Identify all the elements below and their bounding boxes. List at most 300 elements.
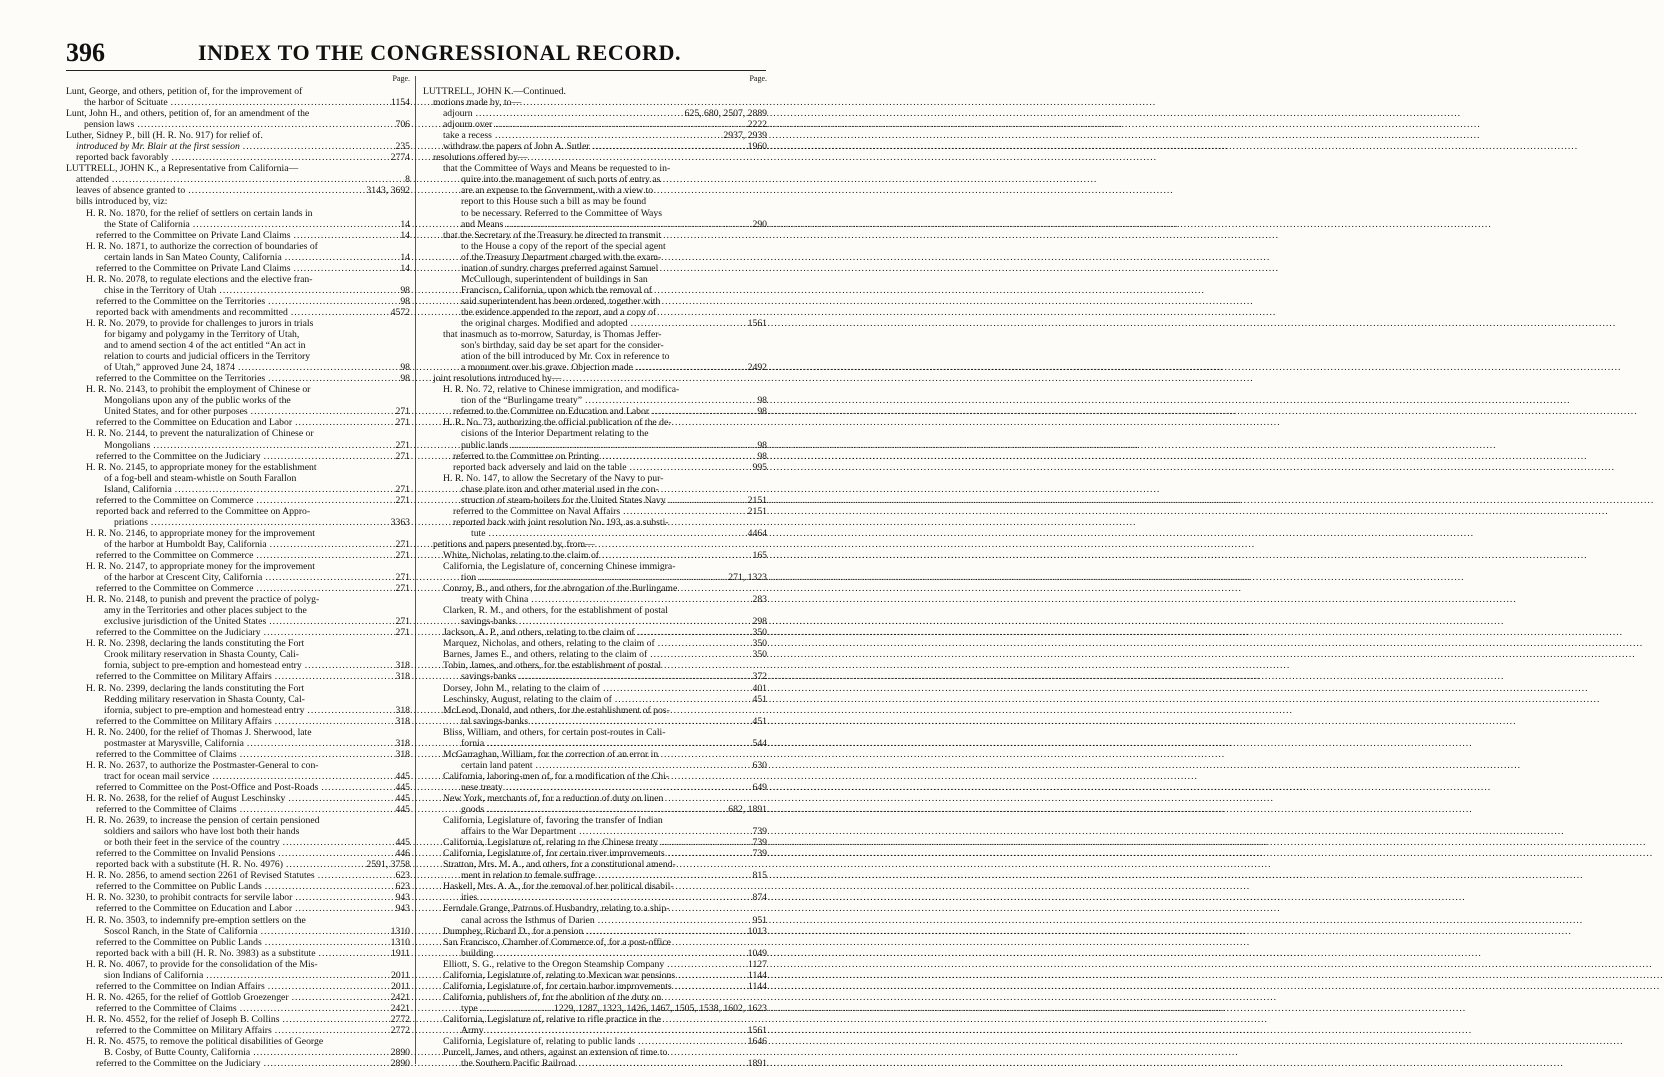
entry-text: to the House a copy of the report of the special agent	[461, 240, 666, 252]
entry-text: reported back and referred to the Committee on Appro-	[96, 505, 311, 517]
entry-text: bills introduced by, viz:	[76, 196, 168, 208]
entry-text: H. R. No. 4067, to provide for the consolidation of the Mis-	[86, 958, 318, 970]
page-reference: 445	[395, 837, 410, 849]
page-reference: 739	[752, 837, 767, 849]
index-entry	[66, 760, 410, 782]
entry-text: referred to the Committee on Printing .....	[423, 451, 749, 462]
page-reference: 2421	[390, 991, 410, 1003]
page-reference: 271	[395, 538, 410, 550]
entry-text: LUTTRELL, JOHN K., a Representative from California—	[66, 163, 299, 175]
page-reference: 318	[395, 748, 410, 760]
index-entry	[423, 959, 767, 970]
entry-text: referred to the Committee on Education and Labor .....	[66, 903, 392, 914]
entry-text: H. R. No. 73, authorizing the official publication of the de-	[443, 417, 672, 429]
page-reference: 350	[752, 627, 767, 639]
page-reference: 1127	[747, 958, 767, 970]
entry-text: chise in the Territory of Utah .....	[66, 285, 392, 296]
index-entry	[66, 296, 410, 307]
index-entry	[423, 451, 767, 462]
entry-text: tion .....	[423, 572, 725, 583]
entry-text: tute .....	[423, 528, 745, 539]
index-entry	[423, 506, 767, 517]
entry-text: tract for ocean mail service .....	[66, 771, 392, 782]
page-reference: 271	[395, 549, 410, 561]
entry-text: H. R. No. 1870, for the relief of settlers on certain lands in	[86, 207, 313, 219]
page-reference: 1561	[747, 1024, 767, 1036]
entry-text: H. R. No. 147, to allow the Secretary of the Navy to pur-	[443, 472, 664, 484]
page-reference: 2772	[390, 1024, 410, 1036]
page-reference: 1646	[747, 1036, 767, 1048]
page-reference: 4464	[747, 527, 767, 539]
page-reference: 739	[752, 848, 767, 860]
page-reference: 1561	[747, 317, 767, 329]
entry-text: California, Legislature of, for certain river improvements .....	[423, 848, 749, 859]
entry-text: of the harbor at Humboldt Bay, California .....	[66, 539, 392, 550]
entry-text: withdraw the papers of John A. Sutler .....	[423, 141, 745, 152]
entry-text: Tobin, James, and others, for the establishment of postal	[443, 660, 662, 672]
page-reference: 1310	[390, 936, 410, 948]
index-entry	[66, 1025, 410, 1036]
entry-text: Marquez, Nicholas, and others, relating to the claim of .....	[423, 638, 749, 649]
index-entry	[423, 130, 767, 141]
entry-text: leaves of absence granted to .....	[66, 185, 363, 196]
entry-text: H. R. No. 2145, to appropriate money for the establishment	[86, 461, 317, 473]
entry-text: reported back favorably .....	[66, 152, 388, 163]
entry-text: referred to the Committee on Military Affairs .....	[66, 671, 392, 682]
page-reference: 318	[395, 704, 410, 716]
entry-text: H. R. No. 2400, for the relief of Thomas J. Sherwood, late	[86, 726, 312, 738]
right-entries	[423, 86, 767, 1069]
page-reference: 98	[757, 395, 767, 407]
entry-text: that the Committee of Ways and Means be requested to in-	[443, 163, 671, 175]
entry-text: H. R. No. 2146, to appropriate money for the improvement	[86, 527, 315, 539]
index-entry	[423, 848, 767, 859]
index-entry	[66, 263, 410, 274]
entry-text: LUTTRELL, JOHN K.—Continued.	[423, 86, 566, 97]
page-reference: 4572	[390, 306, 410, 318]
entry-text: Luther, Sidney P., bill (H. R. No. 917) for relief of.	[66, 130, 263, 142]
index-entry	[423, 119, 767, 130]
entry-text: quire into the management of such ports of entry as	[461, 174, 661, 186]
entry-text: San Francisco, Chamber of Commerce of, for a post-office	[443, 936, 671, 948]
index-entry	[66, 428, 410, 450]
entry-text: referred to the Committee on Naval Affairs .....	[423, 506, 745, 517]
index-entry	[66, 274, 410, 296]
entry-text: report to this House such a bill as may be found	[461, 196, 647, 208]
page-reference: 14	[400, 218, 410, 230]
index-entry	[66, 318, 410, 373]
left-entries	[66, 86, 410, 1069]
entry-text: H. R. No. 2144, to prevent the naturalization of Chinese or	[86, 428, 314, 440]
index-entry	[66, 948, 410, 959]
index-entry	[423, 793, 767, 815]
page-reference: 350	[752, 638, 767, 650]
index-entry	[66, 384, 410, 417]
index-entry	[66, 671, 410, 682]
entry-text: exclusive jurisdiction of the United States .....	[66, 616, 392, 627]
entry-text: affairs to the War Department .....	[423, 826, 749, 837]
entry-text: Crook military reservation in Shasta County, Cali-	[104, 649, 299, 661]
index-entry	[423, 705, 767, 727]
entry-text: referred to the Committee on Commerce .....	[66, 495, 392, 506]
page-reference: 98	[400, 295, 410, 307]
index-entry	[66, 804, 410, 815]
entry-text: referred to the Committee on the Territories .....	[66, 373, 392, 384]
entry-text: Dumphey, Richard D., for a pension .....	[423, 926, 745, 937]
index-entry	[423, 550, 767, 561]
index-entry	[423, 108, 767, 119]
index-entry	[423, 683, 767, 694]
index-entry	[66, 903, 410, 914]
entry-text: canal across the Isthmus of Darien .....	[423, 915, 749, 926]
entry-text: referred to the Committee on the Judiciary .....	[66, 451, 392, 462]
index-entry	[66, 208, 410, 230]
entry-text: California, the Legislature of, concerning Chinese immigra-	[443, 561, 676, 573]
page-reference: 623	[395, 881, 410, 893]
page-reference: 445	[395, 770, 410, 782]
entry-text: savings-banks .....	[423, 616, 749, 627]
page-reference: 995	[752, 461, 767, 473]
index-entry	[423, 638, 767, 649]
entry-text: referred to the Committee on Private Land Claims .....	[66, 263, 392, 274]
entry-text: referred to the Committee on Indian Affairs .....	[66, 981, 388, 992]
entry-text: referred to the Committee of Claims .....	[66, 804, 392, 815]
page-reference: 271	[395, 494, 410, 506]
page-reference: 165	[752, 549, 767, 561]
index-entry	[423, 694, 767, 705]
page-reference: 2222	[747, 119, 767, 131]
index-entry	[423, 141, 767, 152]
page-reference: 623	[395, 870, 410, 882]
index-entry	[423, 970, 767, 981]
page-reference: 1911	[390, 947, 410, 959]
page-reference: 14	[400, 251, 410, 263]
page-reference: 271	[395, 439, 410, 451]
page-title: INDEX TO THE CONGRESSIONAL RECORD.	[198, 40, 682, 65]
index-entry	[423, 1047, 767, 1069]
index-entry	[66, 749, 410, 760]
entry-text: Purcell, James, and others, against an extension of time to	[443, 1047, 668, 1059]
page-reference: 318	[395, 671, 410, 683]
entry-text: H. R. No. 2399, declaring the lands constituting the Fort	[86, 682, 305, 694]
page-number: 396	[66, 38, 105, 67]
index-entry	[66, 1003, 410, 1014]
entry-text: or both their feet in the service of the country .....	[66, 837, 392, 848]
entry-text: H. R. No. 4265, for the relief of Gottlob Groezenger .....	[66, 992, 388, 1003]
index-entry	[423, 937, 767, 959]
entry-text: California, laboring-men of, for a modification of the Chi-	[443, 770, 669, 782]
entry-text: Stratton, Mrs. M. A., and others, for a constitutional amend-	[443, 859, 676, 871]
index-entry	[66, 130, 410, 141]
page-reference: 271	[395, 450, 410, 462]
entry-text: of Utah,” approved June 24, 1874 .....	[66, 362, 392, 373]
page-reference: 271, 1323	[728, 572, 767, 584]
page-reference: 649	[752, 781, 767, 793]
entry-text: pension laws .....	[66, 119, 392, 130]
index-entry	[423, 926, 767, 937]
index-entry	[66, 881, 410, 892]
entry-text: Mongolians .....	[66, 440, 392, 451]
entry-text: of the Treasury Department charged with the exam-	[461, 251, 662, 263]
entry-text: postmaster at Marysville, California .....	[66, 738, 392, 749]
entry-text: ment in relation to female suffrage .....	[423, 870, 749, 881]
page-reference: 2421	[390, 1002, 410, 1014]
entry-text: United States, and for other purposes .....	[66, 406, 392, 417]
entry-text: adjourn .....	[423, 108, 682, 119]
entry-text: goods .....	[423, 804, 725, 815]
index-entry	[66, 782, 410, 793]
entry-text: Haskell, Mrs. A. A., for the removal of her political disabil-	[443, 881, 674, 893]
index-entry	[66, 727, 410, 749]
index-entry	[66, 373, 410, 384]
page-reference: 544	[752, 737, 767, 749]
entry-text: the original charges. Modified and adopted .....	[423, 318, 745, 329]
index-entry	[423, 384, 767, 406]
page-reference: 2151	[747, 505, 767, 517]
page-header	[66, 30, 766, 71]
entry-text: chase plate iron and other material used in the con-	[461, 483, 659, 495]
entry-text: Dorsey, John M., relating to the claim of .....	[423, 683, 749, 694]
entry-text: referred to the Committee on Private Land Claims .....	[66, 230, 392, 241]
entry-text: referred to the Committee on the Judiciary .....	[66, 627, 392, 638]
index-entry	[66, 108, 410, 130]
entry-text: California, Legislature of, favoring the transfer of Indian	[443, 815, 663, 827]
entry-text: petitions and papers presented by, from—	[433, 538, 595, 550]
index-entry	[423, 86, 767, 97]
entry-text: H. R. No. 2398, declaring the lands constituting the Fort	[86, 638, 305, 650]
page-reference: 706	[395, 119, 410, 131]
index-entry	[423, 649, 767, 660]
entry-text: H. R. No. 4575, to remove the political disabilities of George	[86, 1036, 324, 1048]
index-entry	[423, 1014, 767, 1036]
entry-text: H. R. No. 2638, for the relief of August Leschinsky .....	[66, 793, 392, 804]
entry-text: referred to the Committee on Public Lands .....	[66, 881, 392, 892]
index-entry	[66, 937, 410, 948]
entry-text: B. Cosby, of Butte County, California .....	[66, 1047, 388, 1058]
entry-text: H. R. No. 2079, to provide for challenges to jurors in trials	[86, 317, 314, 329]
index-entry	[66, 196, 410, 207]
entry-text: certain land patent .....	[423, 760, 749, 771]
page-reference: 235	[395, 141, 410, 153]
page-reference: 98	[400, 284, 410, 296]
entry-text: H. R. No. 1871, to authorize the correction of boundaries of	[86, 240, 318, 252]
page-reference: 14	[400, 229, 410, 241]
entry-text: referred to the Committee on Commerce .....	[66, 550, 392, 561]
index-entry	[66, 174, 410, 185]
entry-text: California, Legislature of, relating to public lands .....	[423, 1036, 745, 1047]
index-entry	[66, 870, 410, 881]
entry-text: Mongolians upon any of the public works of the	[104, 395, 291, 407]
index-entry	[423, 1036, 767, 1047]
entry-text: said superintendent has been ordered, together with	[461, 295, 661, 307]
index-entry	[66, 451, 410, 462]
entry-text: Army .....	[423, 1025, 745, 1036]
left-column	[66, 72, 410, 1069]
page-reference: 372	[752, 671, 767, 683]
entry-text: referred to the Committee on Education and Labor .....	[423, 406, 749, 417]
page-reference: 1144	[747, 969, 767, 981]
index-entry	[66, 859, 410, 870]
entry-text: McLeod, Donald, and others, for the establishment of pos-	[443, 704, 670, 716]
page-reference: 2151	[747, 494, 767, 506]
page-reference: 3363	[390, 516, 410, 528]
entry-text: referred to the Committee on the Territories .....	[66, 296, 392, 307]
index-entry	[423, 163, 767, 229]
entry-text: California, Legislature of, relating to Mexican war pensions .....	[423, 970, 745, 981]
page-reference: 2492	[747, 362, 767, 374]
entry-text: tal savings-banks .....	[423, 716, 749, 727]
index-entry	[423, 903, 767, 925]
index-entry	[423, 992, 767, 1014]
page-reference: 874	[752, 892, 767, 904]
entry-text: ination of sundry charges preferred against Samuel	[461, 262, 659, 274]
index-entry	[423, 329, 767, 373]
entry-text: resolutions offered by—	[433, 152, 528, 164]
entry-text: referred to the Committee on Invalid Pensions .....	[66, 848, 392, 859]
entry-text: treaty with China .....	[423, 594, 749, 605]
entry-text: California, Legislature of, for certain harbor improvements .....	[423, 981, 745, 992]
index-entry	[66, 981, 410, 992]
index-entry	[66, 163, 410, 174]
index-entry	[423, 97, 767, 108]
index-entry	[66, 230, 410, 241]
page-reference: 271	[395, 406, 410, 418]
index-entry	[423, 981, 767, 992]
page-reference: 682, 1891	[728, 804, 767, 816]
entry-text: referred to the Committee on Public Lands .....	[66, 937, 388, 948]
entry-text: California, Legislature of, relating to the Chinese treaty .....	[423, 837, 749, 848]
index-entry	[66, 86, 410, 108]
index-entry	[423, 859, 767, 881]
entry-text: reported back with joint resolution No. 193, as a substi-	[453, 516, 669, 528]
page-reference: 445	[395, 793, 410, 804]
entry-text: take a recess .....	[423, 130, 720, 141]
index-entry	[66, 594, 410, 627]
page-reference: 2890	[390, 1047, 410, 1059]
page-reference: 271	[395, 483, 410, 495]
page-column-heading: Page.	[749, 74, 767, 83]
index-entry	[66, 583, 410, 594]
entry-text: savings-banks .....	[423, 671, 749, 682]
entry-text: nese treaty .....	[423, 782, 749, 793]
entry-text: relation to courts and judicial officers in the Territory	[104, 351, 311, 363]
index-entry	[423, 230, 767, 329]
entry-text: referred to the Committee of Claims .....	[66, 749, 392, 760]
index-entry	[423, 749, 767, 771]
page-reference: 2011	[390, 980, 410, 992]
entry-text: are an expense to the Government, with a view to	[461, 185, 654, 197]
page-reference: 98	[400, 362, 410, 374]
index-entry	[66, 417, 410, 428]
page-reference: 401	[752, 682, 767, 694]
entry-text: New York, merchants of, for a reduction of duty on linen	[443, 793, 664, 804]
entry-text: struction of steam-boilers for the United States Navy .....	[423, 495, 745, 506]
index-entry	[423, 152, 767, 163]
index-entry	[66, 959, 410, 981]
entry-text: ities .....	[423, 892, 749, 903]
entry-text: Lunt, John H., and others, petition of, for an amendment of the	[66, 108, 310, 120]
entry-text: attended .....	[66, 174, 392, 185]
entry-text: of a fog-bell and steam-whistle on South Farallon	[104, 472, 297, 484]
index-entry	[66, 307, 410, 318]
index-entry	[66, 815, 410, 848]
entry-text: Bliss, William, and others, for certain post-routes in Cali-	[443, 726, 666, 738]
index-entry	[423, 660, 767, 682]
page-reference: 1049	[747, 947, 767, 959]
page-reference: 2591, 3758	[366, 859, 410, 871]
index-entry	[66, 550, 410, 561]
entry-text: Leschinsky, August, relating to the claim of .....	[423, 694, 749, 705]
index-entry	[66, 915, 410, 937]
entry-text: introduced by Mr. Blair at the first session .....	[66, 141, 392, 152]
entry-text: referred to the Committee on the Judiciary .....	[66, 1058, 388, 1069]
entry-text: referred to the Committee on Commerce .....	[66, 583, 392, 594]
page-reference: 350	[752, 649, 767, 661]
entry-text: H. R. No. 3230, to prohibit contracts for servile labor .....	[66, 892, 392, 903]
entry-text: H. R. No. 2856, to amend section 2261 of Revised Statutes .....	[66, 870, 392, 881]
page-reference: 951	[752, 914, 767, 926]
page-reference: 943	[395, 903, 410, 915]
entry-text: reported back adversely and laid on the table .....	[423, 462, 749, 473]
entry-text: and to amend section 4 of the act entitled “An act in	[104, 340, 306, 352]
entry-text: that the Secretary of the Treasury be directed to transmit	[443, 229, 662, 241]
entry-text: the evidence appended to the report, and a copy of	[461, 306, 657, 318]
page-reference: 2890	[390, 1058, 410, 1070]
index-entry	[66, 185, 410, 196]
index-entry	[66, 1014, 410, 1025]
index-entry	[423, 517, 767, 539]
entry-text: reported back with amendments and recommitted .....	[66, 307, 388, 318]
entry-text: certain lands in San Mateo County, California .....	[66, 252, 392, 263]
page-reference: 943	[395, 892, 410, 904]
index-entry	[423, 627, 767, 638]
entry-text: Redding military reservation in Shasta County, Cal-	[104, 693, 305, 705]
index-entry	[66, 141, 410, 152]
entry-text: referred to the Committee of Claims .....	[66, 1003, 388, 1014]
entry-text: for bigamy and polygamy in the Territory of Utah,	[104, 329, 300, 341]
page-reference: 445	[395, 781, 410, 793]
entry-text: referred to the Committee on Military Affairs .....	[66, 1025, 388, 1036]
index-entry	[423, 561, 767, 583]
page-reference: 451	[752, 693, 767, 705]
entry-text: H. R. No. 2143, to prohibit the employment of Chinese or	[86, 384, 311, 396]
index-entry	[423, 837, 767, 848]
index-entry	[423, 605, 767, 627]
index-entry	[66, 848, 410, 859]
page-reference: 98	[757, 450, 767, 462]
index-entry	[423, 417, 767, 450]
page-reference: 1960	[747, 141, 767, 153]
page-reference: 2774	[390, 152, 410, 164]
entry-text: amy in the Territories and other places subject to the	[104, 605, 307, 617]
page-reference: 2937, 2939	[723, 130, 767, 142]
page-reference: 451	[752, 715, 767, 727]
entry-text: tion of the “Burlingame treaty” .....	[423, 395, 749, 406]
index-entry	[66, 793, 410, 804]
entry-text: joint resolutions introduced by—	[433, 373, 562, 385]
entry-text: referred to Committee on the Post-Office and Post-Roads .....	[66, 782, 392, 793]
page-reference: 271	[395, 572, 410, 584]
index-entry	[423, 406, 767, 417]
index-entry	[66, 506, 410, 528]
entry-text: Island, California .....	[66, 484, 392, 495]
entry-text: H. R. No. 72, relative to Chinese immigration, and modifica-	[443, 384, 680, 396]
entry-text: type .....	[423, 1003, 551, 1014]
page-reference: 271	[395, 616, 410, 628]
entry-text: Clarken, R. M., and others, for the establishment of postal	[443, 605, 668, 617]
page-reference: 290	[752, 218, 767, 230]
entry-text: the State of California .....	[66, 219, 392, 230]
